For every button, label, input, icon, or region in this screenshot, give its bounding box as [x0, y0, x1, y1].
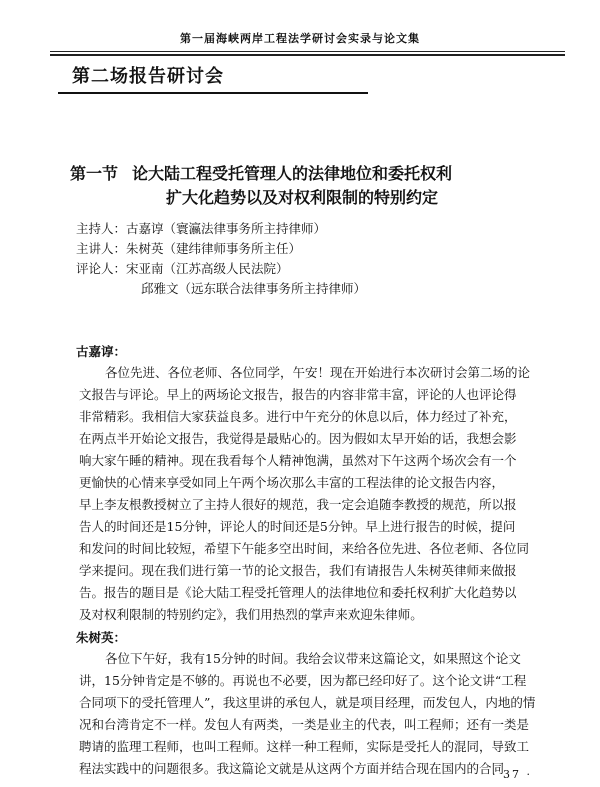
text-line: 各位下午好，我有15分钟的时间。我给会议带来这篇论文，如果照这个论文 [105, 651, 521, 666]
text-line: 学来提问。现在我们进行第一节的论文报告，我们有请报告人朱树英律师来做报 [79, 563, 517, 578]
text-line: 及对权利限制的特别约定》，我们用热烈的掌声来欢迎朱律师。 [79, 607, 423, 622]
header-rule-thick [50, 54, 565, 56]
speech-paragraph-host [79, 362, 547, 626]
text-line: 非常精彩。我相信大家获益良多。进行中午充分的休息以后，体力经过了补充， [79, 409, 517, 424]
text-line: 讲，15分钟肯定是不够的。再说也不必要，因为都已经印好了。这个论文讲“工程 [79, 673, 527, 688]
participant-role: 评论人： [76, 261, 127, 276]
text-line: 告。报告的题目是《论大陆工程受托管理人的法律地位和委托权利扩大化趋势以 [79, 585, 517, 600]
participant-role: 主持人： [76, 221, 127, 236]
text-line: 聘请的监理工程师，也叫工程师。这样一种工程师，实际是受托人的混同，导致工 [79, 739, 530, 754]
text-line: 况和台湾肯定不一样。发包人有两类，一类是业主的代表，叫工程师；还有一类是 [79, 717, 530, 732]
text-line: 和发问的时间比较短，希望下午能多空出时间，来给各位先进、各位老师、各位同 [79, 541, 530, 556]
chapter-title-line-1 [70, 162, 550, 186]
participant-commentator-2 [76, 279, 546, 299]
chapter-title-text-1: 论大陆工程受托管理人的法律地位和委托权利 [132, 164, 453, 183]
text-line: 响大家午睡的精神。现在我看每个人精神饱满，虽然对下午这两个场次会有一个 [79, 453, 517, 468]
participant-name: 邱雅文（远东联合法律事务所主持律师） [141, 281, 367, 296]
speaker-label-host: 古嘉谆： [76, 344, 127, 359]
chapter-title-line-2: 扩大化趋势以及对权利限制的特别约定 [166, 188, 439, 207]
section-heading: 第二场报告研讨会 [72, 66, 224, 87]
page-number: · 37 · [492, 768, 532, 781]
participant-name: 古嘉谆（寰瀛法律事务所主持律师） [126, 221, 327, 236]
text-line: 程法实践中的问题很多。我这篇论文就是从这两个方面并结合现在国内的合同 [79, 761, 505, 776]
participant-name: 朱树英（建纬律师事务所主任） [126, 241, 302, 256]
participant-host [76, 219, 546, 239]
text-line: 在两点半开始论文报告，我觉得是最贴心的。因为假如太早开始的话，我想会影 [79, 431, 517, 446]
participant-role: 主讲人： [76, 241, 127, 256]
text-line: 告人的时间还是15分钟，评论人的时间还是5分钟。早上进行报告的时候，提问 [79, 519, 516, 534]
participant-speaker [76, 239, 546, 259]
section-heading-rule [58, 92, 368, 94]
text-line: 合同项下的受托管理人”，我这里讲的承包人，就是项目经理，而发包人，内地的情 [79, 695, 536, 710]
running-header: 第一届海峡两岸工程法学研讨会实录与论文集 [180, 32, 420, 45]
speech-paragraph-presenter [79, 648, 547, 780]
text-line: 更愉快的心情来享受如同上午两个场次那么丰富的工程法律的论文报告内容， [79, 475, 505, 490]
participant-commentator [76, 259, 546, 279]
chapter-number: 第一节 [70, 164, 119, 183]
text-line: 早上李友根教授树立了主持人很好的规范，我一定会追随李教授的规范，所以报 [79, 497, 517, 512]
chapter-title [70, 162, 550, 210]
text-line: 文报告与评论。早上的两场论文报告，报告的内容非常丰富，评论的人也评论得 [79, 387, 517, 402]
participant-name: 宋亚南（江苏高级人民法院） [126, 261, 289, 276]
text-line: 各位先进、各位老师、各位同学，午安！现在开始进行本次研讨会第二场的论 [105, 365, 531, 380]
participants-list [76, 219, 546, 299]
header-rule [50, 51, 565, 52]
speaker-label-presenter: 朱树英： [76, 630, 127, 645]
